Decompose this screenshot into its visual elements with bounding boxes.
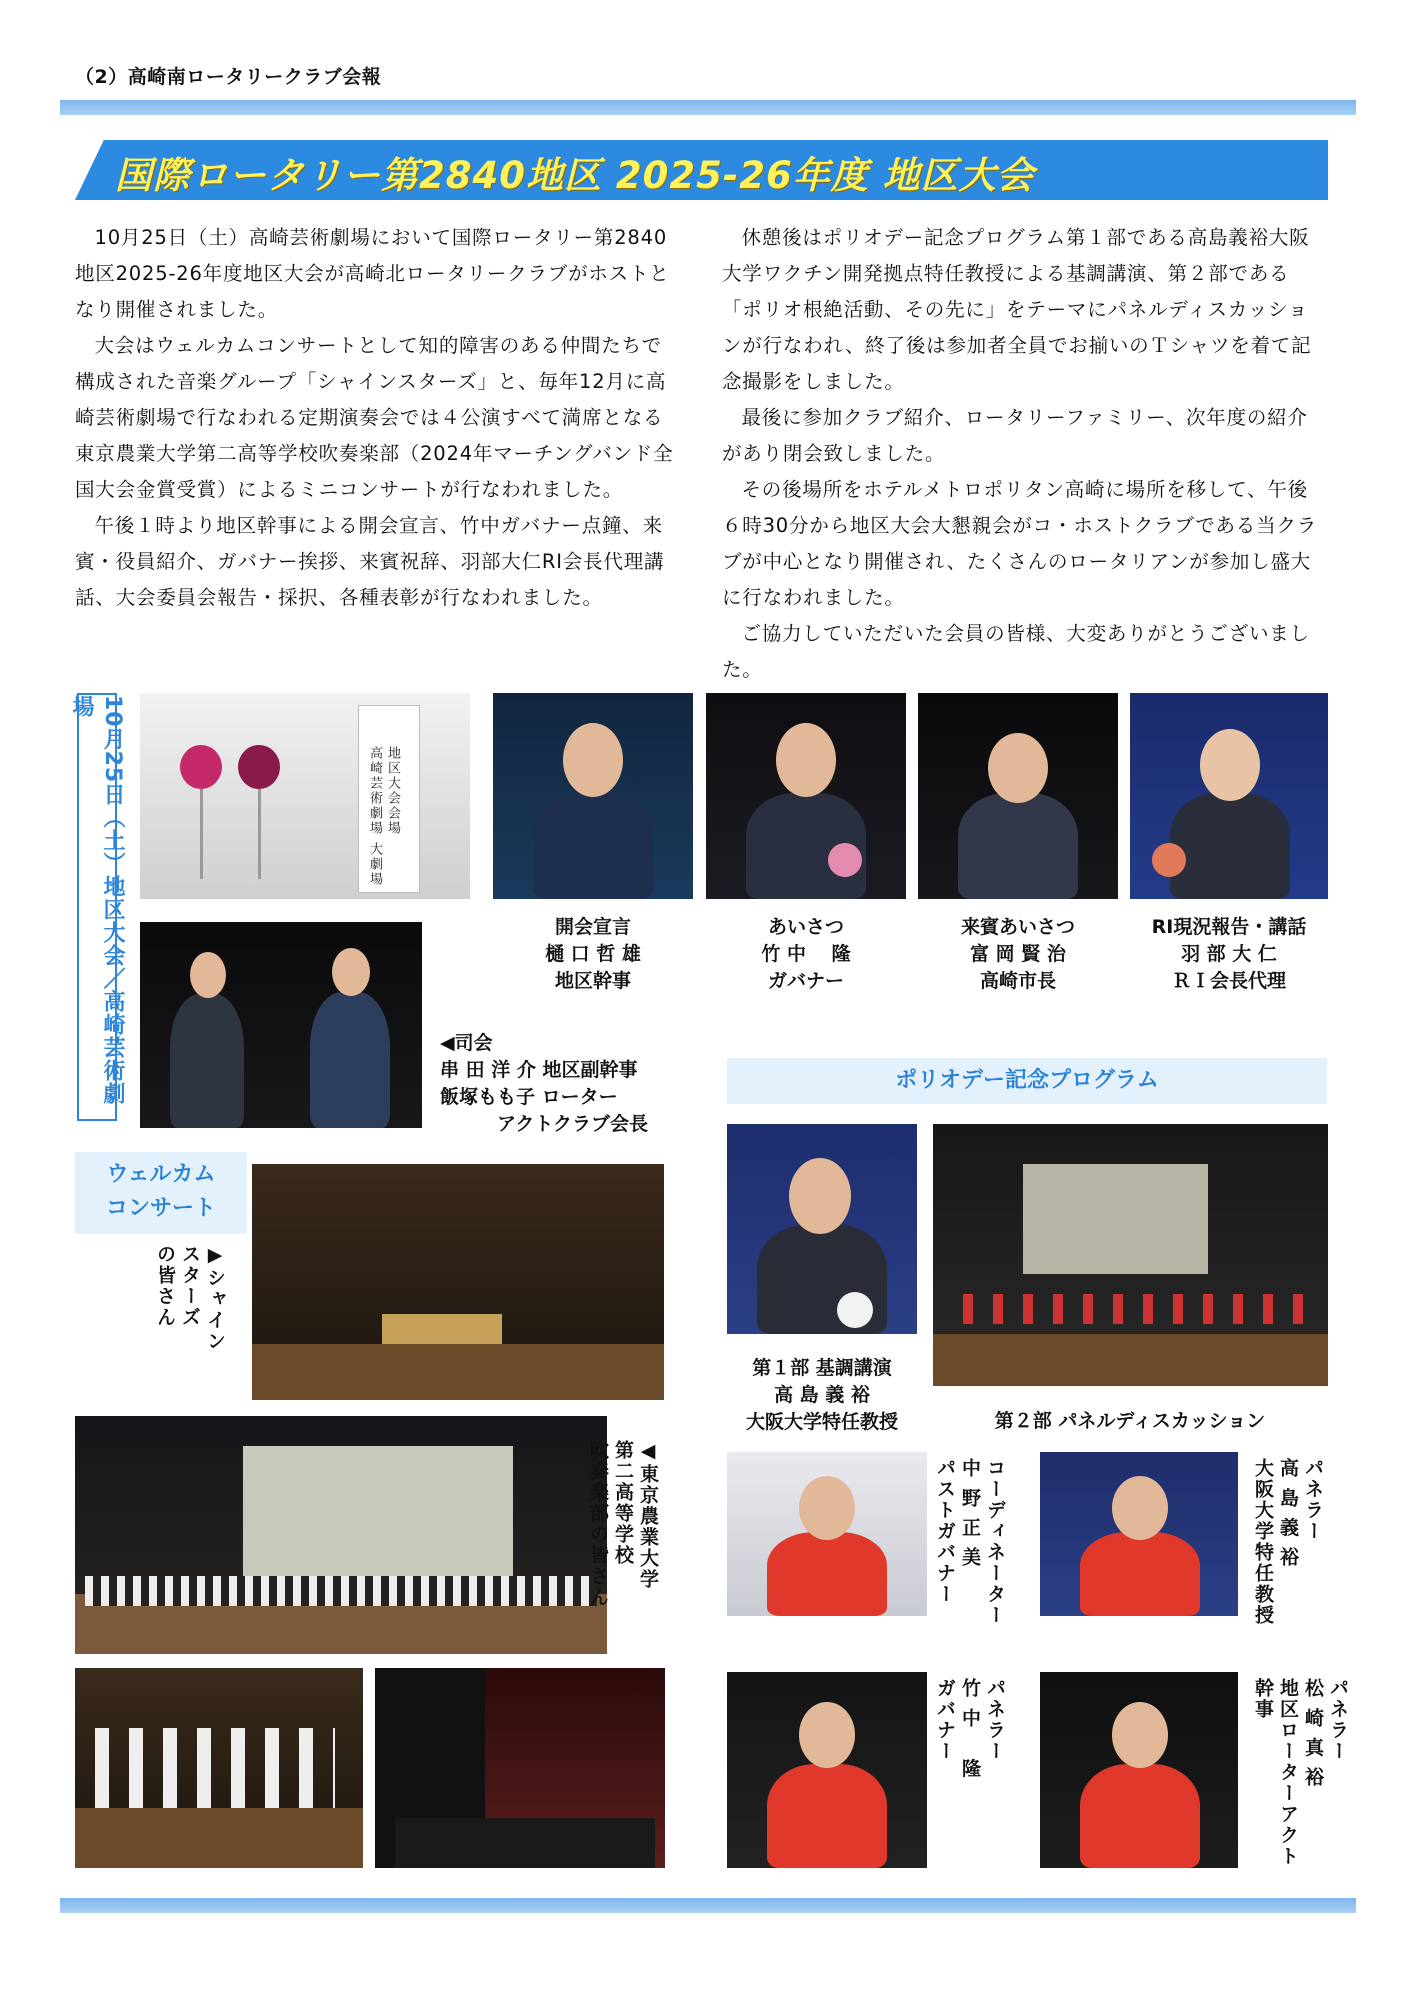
caption-coordinator: コーディネーター 中 野 正 美 パストガバナー [934, 1458, 1006, 1626]
daruma-icon [238, 745, 280, 789]
photo-guest-mayor [918, 693, 1118, 899]
photo-panelist-takashima [1040, 1452, 1238, 1616]
paragraph: 休憩後はポリオデー記念プログラム第１部である高島義裕大阪大学ワクチン開発拠点特任教授による基調講演、第２部である「ポリオ根絶活動、その先に」をテーマにパネルディスカッションが行なわれ、終了後は参加者全員でお揃いのＴシャツを着て記念撮影をしました。 [722, 226, 1312, 393]
venue-sign-text: 地区大会会場 高崎芸術劇場 大劇場 [367, 746, 400, 888]
paragraph: 10月25日（土）高崎芸術劇場において国際ロータリー第2840地区2025-26年度地区大会が高崎北ロータリークラブがホストとなり開催されました。 [75, 226, 670, 321]
paragraph: 最後に参加クラブ紹介、ロータリーファミリー、次年度の紹介があり閉会致しました。 [722, 406, 1308, 465]
caption-panelist-matsuzaki: パネラー 松 崎 真 裕 地区ローターアクト幹事 [1252, 1678, 1349, 1867]
caption-panel-discussion: 第２部 パネルディスカッション [994, 1410, 1266, 1432]
article-right-column [722, 220, 1327, 688]
paragraph: その後場所をホテルメトロポリタン高崎に場所を移して、午後６時30分から地区大会大懇親会がコ・ホストクラブである当クラブが中心となり開催され、たくさんのロータリアンが参加し盛大に行なわれました。 [722, 478, 1318, 609]
caption-guest: 来賓あいさつ 富 岡 賢 治 高崎市長 [960, 916, 1075, 992]
date-venue-label: 10月25日（土）地区大会／高崎芸術劇場 [77, 693, 117, 1121]
venue-sign [358, 705, 420, 893]
caption-shine-stars: ▶シャイン スターズ の皆さん [154, 1244, 226, 1352]
photo-governor [706, 693, 906, 899]
caption-greeting: あいさつ 竹 中 隆 ガバナー [761, 916, 851, 992]
caption-brass-band: ◀東京農業大学 第二高等学校 吹奏楽部の皆さん [587, 1440, 659, 1608]
photo-keynote [727, 1124, 917, 1334]
photo-brass-band [75, 1416, 607, 1654]
caption-panelist-takashima: パネラー 高 島 義 裕 大阪大学特任教授 [1252, 1458, 1324, 1626]
welcome-concert-label: ウェルカム コンサート [75, 1152, 247, 1234]
photo-panel-discussion [933, 1124, 1328, 1386]
photo-brass-performance-2 [375, 1668, 665, 1868]
article-title: 国際ロータリー第2840地区 2025-26年度 地区大会 [115, 154, 1035, 197]
paragraph: 午後１時より地区幹事による開会宣言、竹中ガバナー点鐘、来賓・役員紹介、ガバナー挨拶、来賓祝辞、羽部大仁RI会長代理講話、大会委員会報告・採択、各種表彰が行なわれました。 [75, 514, 665, 609]
paragraph: 大会はウェルカムコンサートとして知的障害のある仲間たちで構成された音楽グループ「シャインスターズ」と、毎年12月に高崎芸術劇場で行なわれる定期演奏会では４公演すべて満席となる東京農業大学第二高等学校吹奏楽部（2024年マーチングバンド全国大会金賞受賞）によるミニコンサートが行なわれました。 [75, 334, 674, 501]
photo-panelist-takenaka [727, 1672, 927, 1868]
photo-emcees [140, 922, 422, 1128]
photo-panelist-matsuzaki [1040, 1672, 1238, 1868]
photo-coordinator [727, 1452, 927, 1616]
caption-ri: RI現況報告・講話 羽 部 大 仁 ＲＩ会長代理 [1151, 916, 1307, 992]
article-left-column [75, 220, 675, 616]
photo-ri-representative [1130, 693, 1328, 899]
photo-brass-performance-1 [75, 1668, 363, 1868]
page-header: （2）高崎南ロータリークラブ会報 [75, 66, 382, 88]
photo-shine-stars [252, 1164, 664, 1400]
venue-photo [140, 693, 470, 899]
photo-opening-speaker [493, 693, 693, 899]
bottom-rule [60, 1898, 1356, 1913]
polio-program-label: ポリオデー記念プログラム [727, 1058, 1327, 1104]
caption-panelist-takenaka: パネラー 竹 中 隆 ガバナー [934, 1678, 1006, 1780]
caption-opening: 開会宣言 樋 口 哲 雄 地区幹事 [545, 916, 641, 992]
caption-keynote: 第１部 基調講演 高 島 義 裕 大阪大学特任教授 [745, 1357, 898, 1433]
paragraph: ご協力していただいた会員の皆様、大変ありがとうございました。 [722, 622, 1310, 681]
top-rule [60, 100, 1356, 115]
caption-emcee: ◀司会 串 田 洋 介 地区副幹事 飯塚もも子 ローター アクトクラブ会長 [440, 1032, 649, 1135]
daruma-icon [180, 745, 222, 789]
